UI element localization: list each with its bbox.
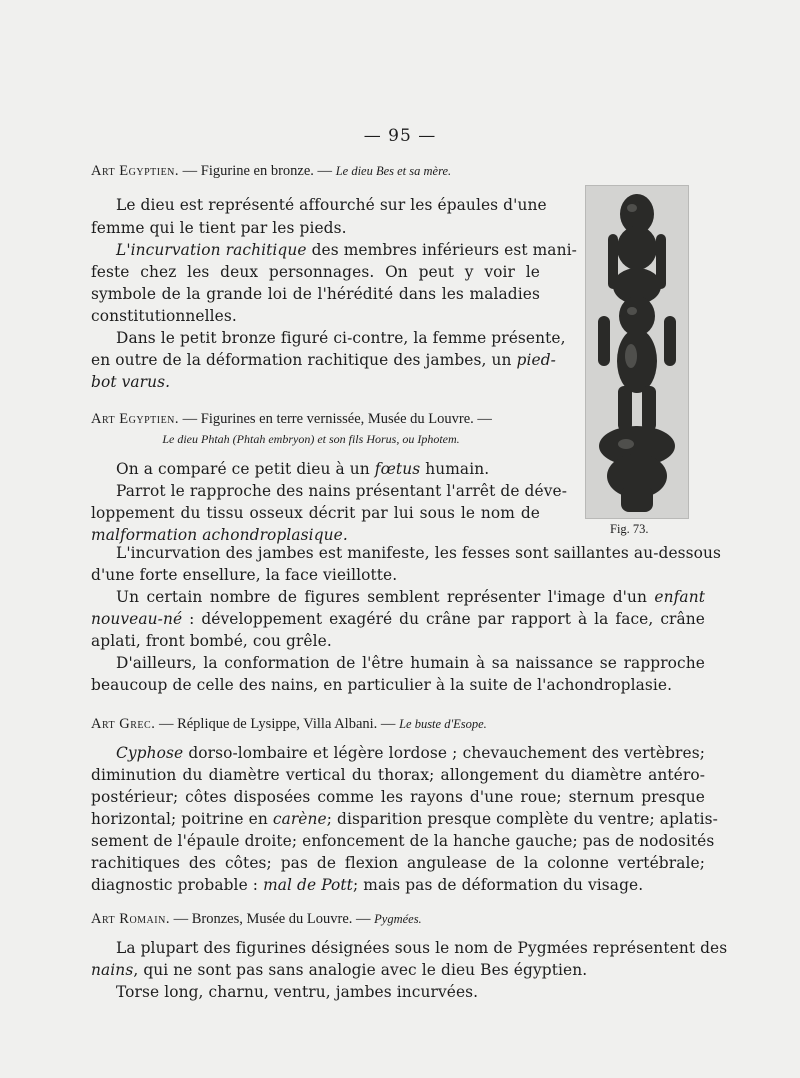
section-heading-1 bbox=[91, 163, 451, 180]
text-span: en outre de la déformation rachitique des jambes, un bbox=[91, 351, 517, 369]
text-span: des membres inférieurs est mani- bbox=[306, 241, 577, 259]
heading-title: — Bronzes, Musée du Louvre. — bbox=[169, 911, 375, 927]
text-line: symbole de la grande loi de l'hérédité dans les maladies bbox=[91, 285, 540, 303]
text-line bbox=[116, 743, 705, 763]
italic-term: fœtus bbox=[374, 460, 421, 478]
text-span: , qui ne sont pas sans analogie avec le dieu Bes égyptien. bbox=[133, 961, 588, 979]
italic-term: mal de Pott bbox=[263, 876, 353, 894]
text-line: Parrot le rapproche des nains présentant l'arrêt de déve- bbox=[116, 482, 568, 500]
heading-prefix: Art Romain. bbox=[91, 911, 170, 927]
text-span: ; disparition presque complète du ventre; aplatis- bbox=[326, 810, 718, 828]
text-span: Un certain nombre de figures semblent représenter l'image d'un bbox=[116, 588, 655, 606]
italic-term: pied- bbox=[516, 351, 556, 369]
heading-italic: Le buste d'Esope. bbox=[399, 717, 487, 731]
heading-title: — Figurines en terre vernissée, Musée du Louvre. — bbox=[179, 411, 492, 427]
text-line: diminution du diamètre vertical du thorax; allongement du diamètre antéro- bbox=[91, 766, 705, 784]
text-line: Le dieu est représenté affourché sur les épaules d'une bbox=[116, 196, 547, 214]
italic-term: nains bbox=[91, 961, 134, 979]
heading-italic: Le dieu Bes et sa mère. bbox=[335, 164, 452, 178]
text-line: rachitiques des côtes; pas de flexion angulease de la colonne vertébrale; bbox=[91, 854, 705, 872]
text-line bbox=[116, 587, 705, 607]
figure-caption: Fig. 73. bbox=[610, 522, 649, 536]
section-heading-2 bbox=[91, 411, 492, 428]
text-span: On a comparé ce petit dieu à un bbox=[116, 460, 375, 478]
text-line: loppement du tissu osseux décrit par lui sous le nom de bbox=[91, 504, 540, 522]
figure-photo bbox=[585, 185, 689, 519]
section-heading-4 bbox=[91, 911, 422, 928]
text-line bbox=[91, 809, 718, 829]
text-line: bot varus. bbox=[91, 373, 171, 391]
italic-term: L'incurvation rachitique bbox=[116, 241, 307, 259]
text-line: sement de l'épaule droite; enfoncement de la hanche gauche; pas de nodosités bbox=[91, 832, 715, 850]
text-line bbox=[91, 875, 643, 895]
heading-title: — Réplique de Lysippe, Villa Albani. — bbox=[155, 716, 400, 732]
section-heading-3 bbox=[91, 716, 487, 733]
text-line: Dans le petit bronze figuré ci-contre, la femme présente, bbox=[116, 329, 566, 347]
italic-term: Cyphose bbox=[116, 744, 184, 762]
text-line bbox=[91, 960, 587, 980]
heading-prefix: Art Egyptien. bbox=[91, 411, 180, 427]
italic-term: enfant bbox=[654, 588, 705, 606]
text-line bbox=[91, 609, 705, 629]
heading-italic: Pygmées. bbox=[374, 912, 422, 926]
text-line: Torse long, charnu, ventru, jambes incurvées. bbox=[116, 983, 479, 1001]
text-line: feste chez les deux personnages. On peut y voir le bbox=[91, 263, 540, 281]
text-span: ; mais pas de déformation du visage. bbox=[352, 876, 644, 894]
text-line: d'une forte ensellure, la face vieillotte. bbox=[91, 566, 398, 584]
heading-title: — Figurine en bronze. — bbox=[179, 163, 336, 179]
text-line: D'ailleurs, la conformation de l'être humain à sa naissance se rapproche bbox=[116, 654, 705, 672]
text-line: beaucoup de celle des nains, en particulier à la suite de l'achondroplasie. bbox=[91, 676, 673, 694]
text-span: horizontal; poitrine en bbox=[91, 810, 273, 828]
text-span: dorso-lombaire et légère lordose ; chevauchement des vertèbres; bbox=[183, 744, 705, 762]
text-line: postérieur; côtes disposées comme les rayons d'une roue; sternum presque bbox=[91, 788, 705, 806]
text-line bbox=[116, 459, 489, 479]
heading-prefix: Art Grec. bbox=[91, 716, 156, 732]
text-line: femme qui le tient par les pieds. bbox=[91, 219, 347, 237]
text-line: malformation achondroplasique. bbox=[91, 526, 348, 544]
statuette-image bbox=[586, 186, 688, 518]
text-line: aplati, front bombé, cou grêle. bbox=[91, 632, 332, 650]
page-number: — 95 — bbox=[363, 126, 437, 146]
heading-prefix: Art Egyptien. bbox=[91, 163, 180, 179]
text-line: La plupart des figurines désignées sous le nom de Pygmées représentent des bbox=[116, 939, 728, 957]
text-line bbox=[116, 240, 577, 260]
text-span: humain. bbox=[420, 460, 490, 478]
italic-term: nouveau-né bbox=[91, 610, 183, 628]
text-line bbox=[91, 350, 556, 370]
section-subheading-2: Le dieu Phtah (Phtah embryon) et son fils Horus, ou Iphotem. bbox=[162, 432, 460, 446]
text-span: diagnostic probable : bbox=[91, 876, 264, 894]
italic-term: carène bbox=[272, 810, 327, 828]
text-line: constitutionnelles. bbox=[91, 307, 237, 325]
text-line: L'incurvation des jambes est manifeste, les fesses sont saillantes au-dessous bbox=[116, 544, 722, 562]
text-span: : développement exagéré du crâne par rapport à la face, crâne bbox=[182, 610, 705, 628]
